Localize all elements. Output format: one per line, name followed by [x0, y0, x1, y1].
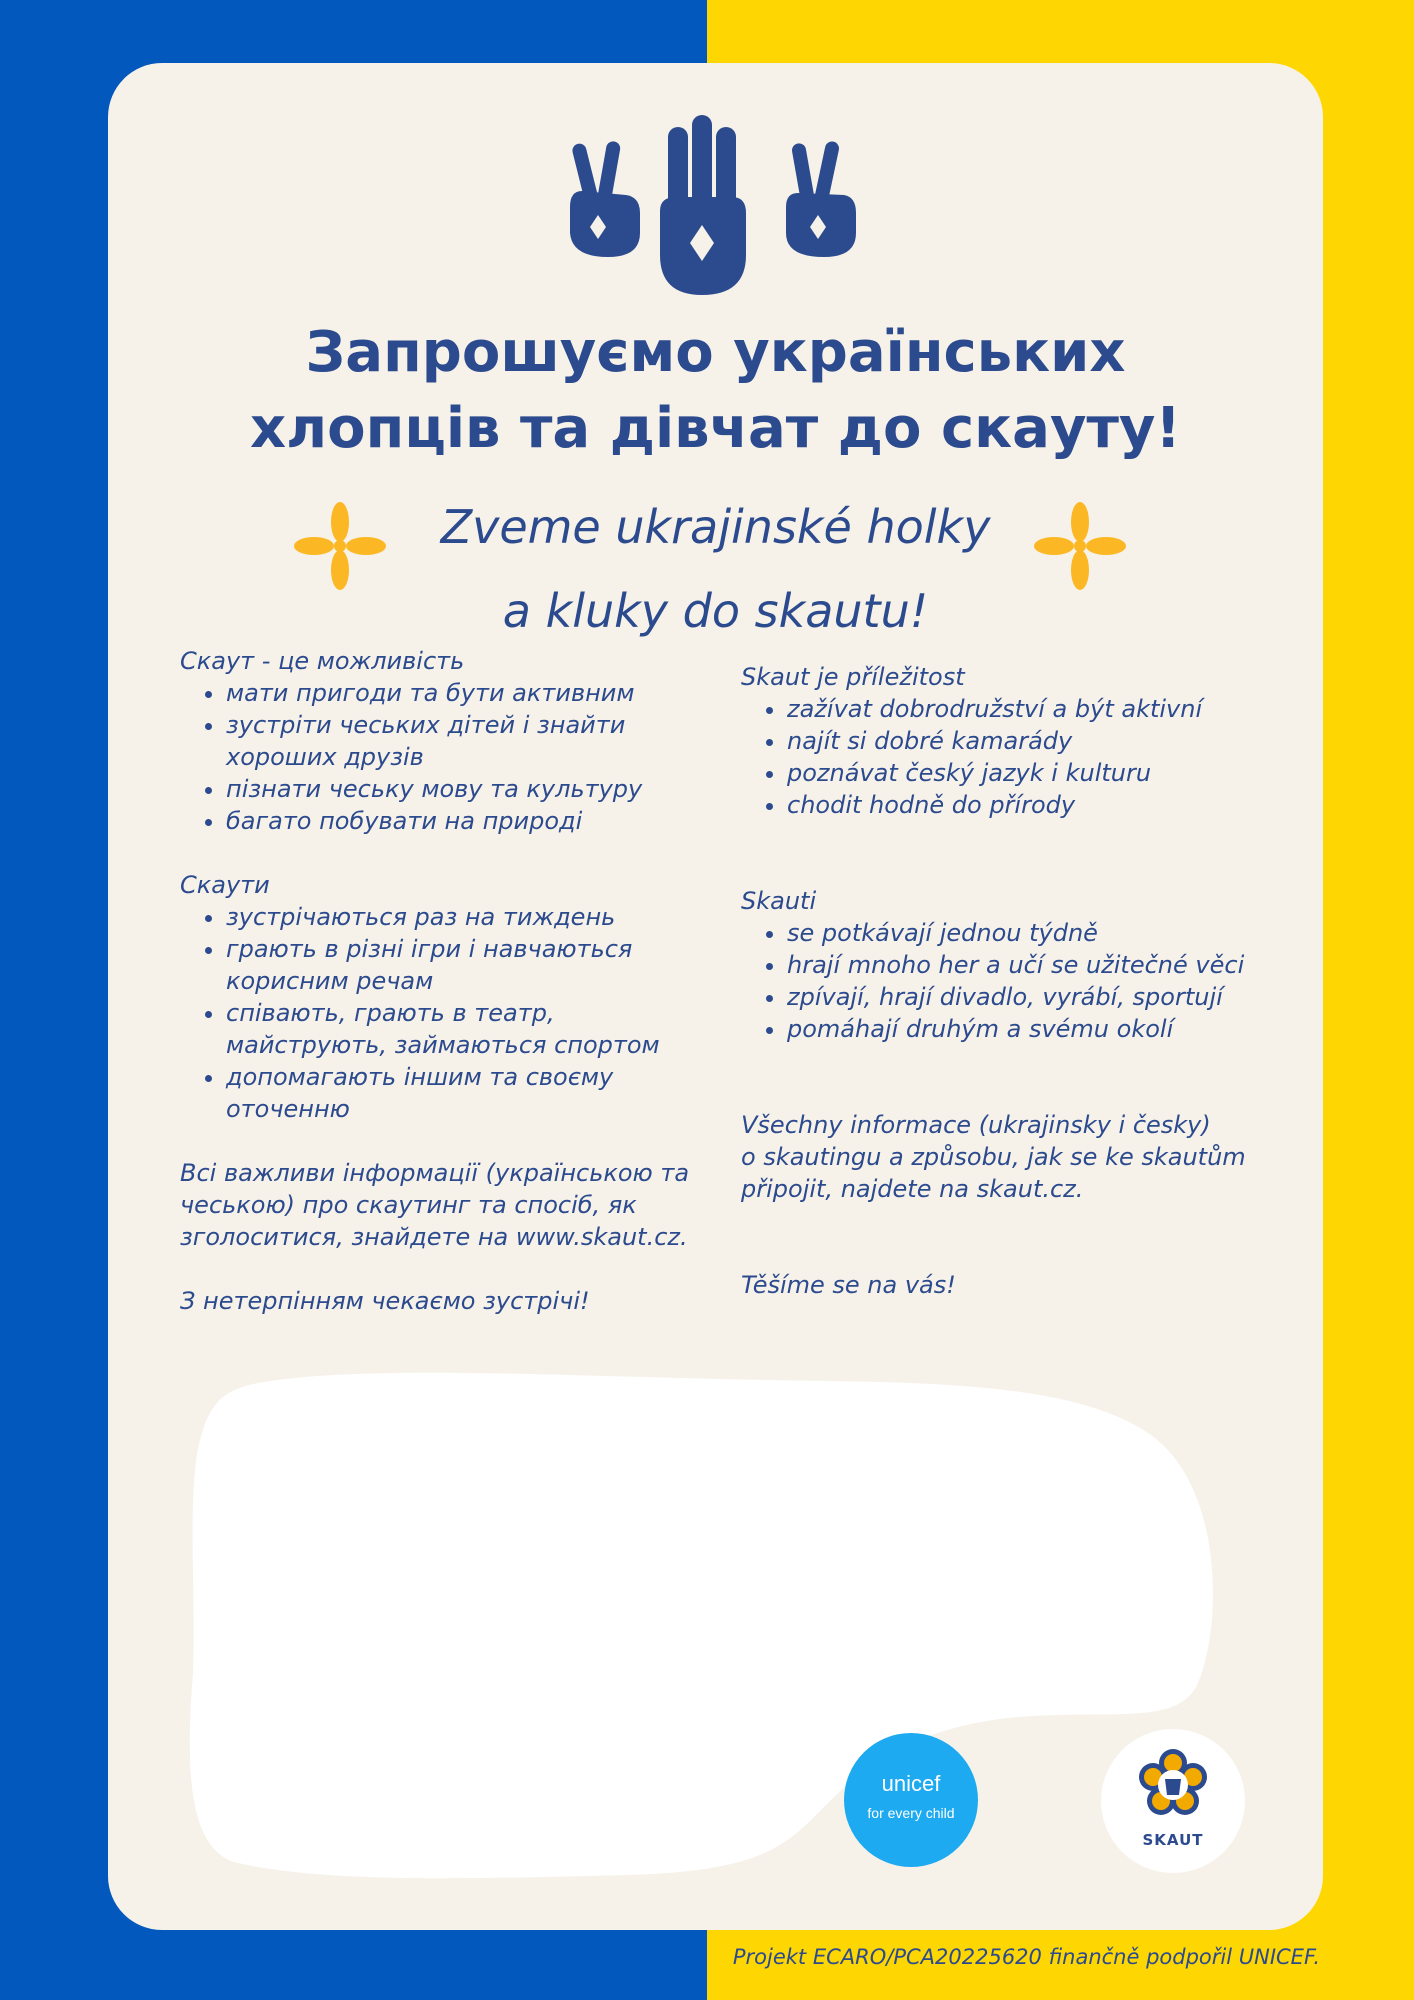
skaut-logo-text: SKAUT [1142, 1831, 1204, 1849]
list-item: • poznávat český jazyk i kulturu [787, 757, 1281, 789]
skaut-logo [1101, 1729, 1245, 1873]
list-item: • мати пригоди та бути активним [226, 677, 700, 709]
list-item: • багато побувати на природі [226, 805, 700, 837]
list-item: • zažívat dobrodružství a být aktivní [787, 693, 1281, 725]
list-item: • zpívají, hrají divadlo, vyrábí, sportují [787, 981, 1281, 1013]
blank-note-area [108, 63, 1323, 1930]
list-item: • pomáhají druhým a svému okolí [787, 1013, 1281, 1045]
list-item: • пізнати чеську мову та культуру [226, 773, 700, 805]
cz-info-line-1: Všechny informace (ukrajinsky i česky) [741, 1111, 1211, 1139]
title-line-1: Запрошуємо українських [305, 320, 1126, 385]
unicef-logo [844, 1733, 978, 1867]
footer-funding-note: Projekt ECARO/PCA20225620 finančně podpořil UNICEF. [732, 1945, 1320, 1969]
cz-section1-heading: Skaut je příležitost [741, 663, 965, 691]
list-item: • грають в різні ігри і навчаються корисним речам [226, 933, 700, 997]
poster-card [108, 63, 1323, 1930]
subtitle-line-2: a kluky do skautu! [502, 584, 929, 638]
uk-closing-text: З нетерпінням чекаємо зустрічі! [180, 1287, 590, 1315]
list-item: • hrají mnoho her a učí se užitečné věci [787, 949, 1281, 981]
cz-closing-text: Těšíme se na vás! [741, 1271, 956, 1299]
title-line-2: хлопців та дівчат до скауту! [250, 396, 1181, 461]
scout-lily-emblem-icon [1101, 1729, 1245, 1829]
subtitle-line-1: Zveme ukrajinské holky [440, 500, 991, 554]
unicef-logo-name: unicef [881, 1771, 941, 1796]
cz-section2-heading: Skauti [741, 887, 817, 915]
list-item: • зустрічаються раз на тиждень [226, 901, 700, 933]
uk-section2-heading: Скаути [180, 871, 270, 899]
list-item: • зустріти чеських дітей і знайти хороших друзів [226, 709, 700, 773]
uk-section1-heading: Скаут - це можливість [180, 647, 465, 675]
cz-info-line-2: o skautingu a způsobu, jak se ke skautům [741, 1143, 1246, 1171]
list-item: • співають, грають в театр, майструють, займаються спортом [226, 997, 700, 1061]
list-item: • se potkávají jednou týdně [787, 917, 1281, 949]
list-item: • najít si dobré kamarády [787, 725, 1281, 757]
uk-info-text: Всі важливи інформації (українською та чеською) про скаутинг та спосіб, як зголоситися, знайдете на www.skaut.cz. [180, 1159, 690, 1251]
list-item: • допомагають іншим та своєму оточенню [226, 1061, 700, 1125]
unicef-logo-tagline: for every child [867, 1805, 955, 1821]
list-item: • chodit hodně do přírody [787, 789, 1281, 821]
cz-info-line-3: připojit, najdete na skaut.cz. [741, 1175, 1084, 1203]
